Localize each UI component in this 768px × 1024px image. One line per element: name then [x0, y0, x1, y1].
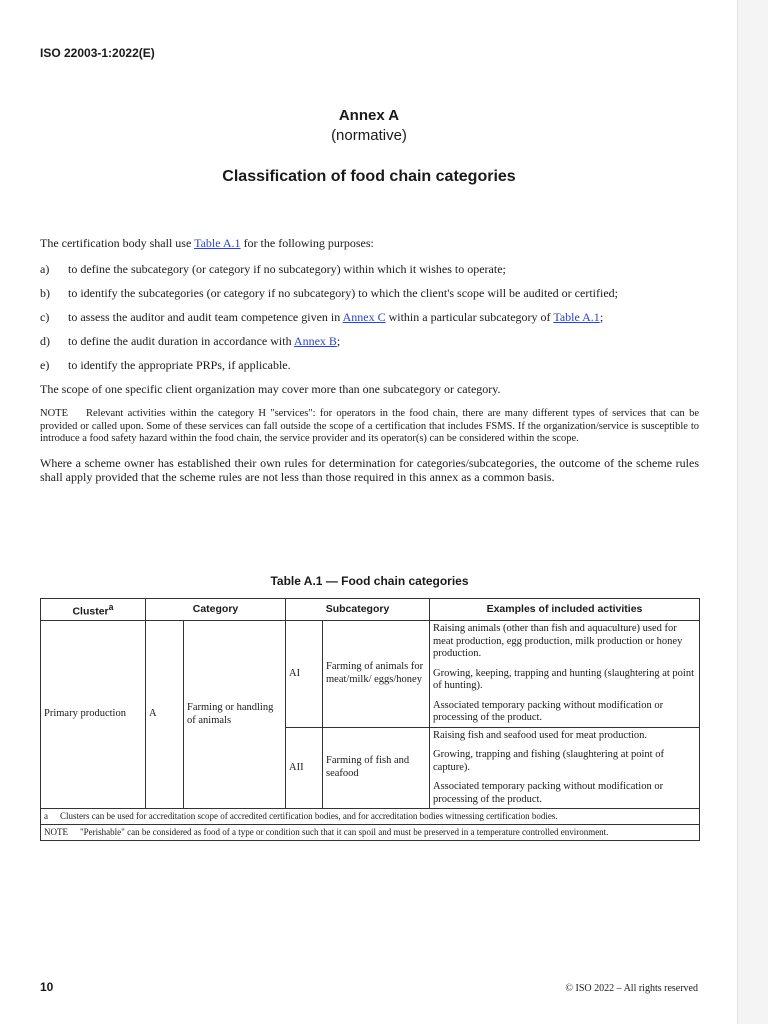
annex-heading: Classification of food chain categories	[222, 168, 516, 185]
header-examples: Examples of included activities	[430, 599, 700, 621]
activity-item: Growing, keeping, trapping and hunting (slaughtering at point of hunting).	[433, 667, 694, 691]
category-code-cell: A	[146, 621, 184, 809]
annex-b-link[interactable]: Annex B	[293, 334, 337, 348]
scope-paragraph: The scope of one specific client organization may cover more than one subcategory or category.	[40, 382, 501, 396]
list-item-d: d) to define the audit duration in accordance with Annex B;	[40, 334, 341, 348]
header-category: Category	[146, 599, 286, 621]
list-item-a: a) to define the subcategory (or category if no subcategory) within which it wishes to operate;	[40, 262, 506, 276]
note-text: Relevant activities within the category H "services": for operators in the food chain, there are many different types of services that can be provided or called upon. Some of these services can fall outside the scope of a certification that includes FSMS. If the organization/service is susceptible to introduce a food safety hazard within the food chain, the service provider and its operator(s) can be considered within the scope.	[40, 408, 699, 444]
intro-paragraph: The certification body shall use Table A.1 for the following purposes:	[40, 236, 374, 250]
note-paragraph	[40, 408, 699, 446]
table-note-text: "Perishable" can be considered as food of a type or condition such that it can spoil and must be preserved in a temperature controlled environment.	[80, 827, 609, 837]
list-item-e: e) to identify the appropriate PRPs, if applicable.	[40, 358, 291, 372]
table-a1-link-2[interactable]: Table A.1	[553, 310, 600, 324]
annex-header	[40, 106, 698, 186]
document-identifier: ISO 22003-1:2022(E)	[40, 46, 155, 60]
table-caption: Table A.1 — Food chain categories	[270, 574, 469, 588]
copyright-notice: © ISO 2022 – All rights reserved	[565, 983, 698, 994]
header-subcategory: Subcategory	[286, 599, 430, 621]
subcategory-code-cell: AI	[286, 621, 323, 728]
examples-cell	[430, 621, 700, 728]
table-note-row	[41, 825, 700, 841]
cluster-cell: Primary production	[41, 621, 146, 809]
food-chain-table	[40, 598, 700, 841]
activity-item: Growing, trapping and fishing (slaughtering at point of capture).	[433, 749, 664, 773]
list-item-c: c) to assess the auditor and audit team competence given in Annex C within a particular subcategory of Table A.1;	[40, 310, 604, 324]
table-a1-link[interactable]: Table A.1	[194, 236, 241, 250]
annex-type: (normative)	[331, 127, 407, 144]
scheme-paragraph: Where a scheme owner has established their own rules for determination for categories/subcategories, the outcome of the scheme rules shall apply provided that the scheme rules are not less than those required in this annex as a common basis.	[40, 455, 699, 484]
table-row	[41, 621, 700, 728]
table-footnote-row	[41, 809, 700, 825]
footnote-mark: a	[44, 811, 48, 821]
examples-cell	[430, 727, 700, 809]
footnote-text: Clusters can be used for accreditation scope of accredited certification bodies, and for accreditation bodies witnessing certification bodies.	[60, 811, 558, 821]
table-header-row	[41, 599, 700, 621]
activity-item: Associated temporary packing without modification or processing of the product.	[433, 699, 664, 723]
activity-item: Raising fish and seafood used for meat production.	[433, 729, 648, 741]
category-name-cell: Farming or handling of animals	[184, 621, 286, 809]
subcategory-name-cell: Farming of animals for meat/milk/ eggs/honey	[323, 621, 430, 728]
page-edge-margin	[737, 0, 768, 1024]
subcategory-name-cell: Farming of fish and seafood	[323, 727, 430, 809]
list-item-b: b) to identify the subcategories (or category if no subcategory) to which the client's scope will be audited or certified;	[40, 286, 618, 300]
annex-title: Annex A	[338, 107, 400, 124]
activity-item: Associated temporary packing without modification or processing of the product.	[433, 781, 664, 805]
header-cluster: Cluster$^a$	[41, 599, 146, 621]
activity-item: Raising animals (other than fish and aquaculture) used for meat production, egg production, milk production or honey production.	[433, 623, 683, 659]
annex-c-link[interactable]: Annex C	[342, 310, 386, 324]
annex-body	[40, 236, 699, 496]
page-number: 10	[40, 980, 54, 994]
subcategory-code-cell: AII	[286, 727, 323, 809]
note-label: NOTE	[40, 408, 68, 419]
table-note	[41, 825, 700, 841]
table-footnote	[41, 809, 700, 825]
table-note-label: NOTE	[44, 827, 68, 837]
